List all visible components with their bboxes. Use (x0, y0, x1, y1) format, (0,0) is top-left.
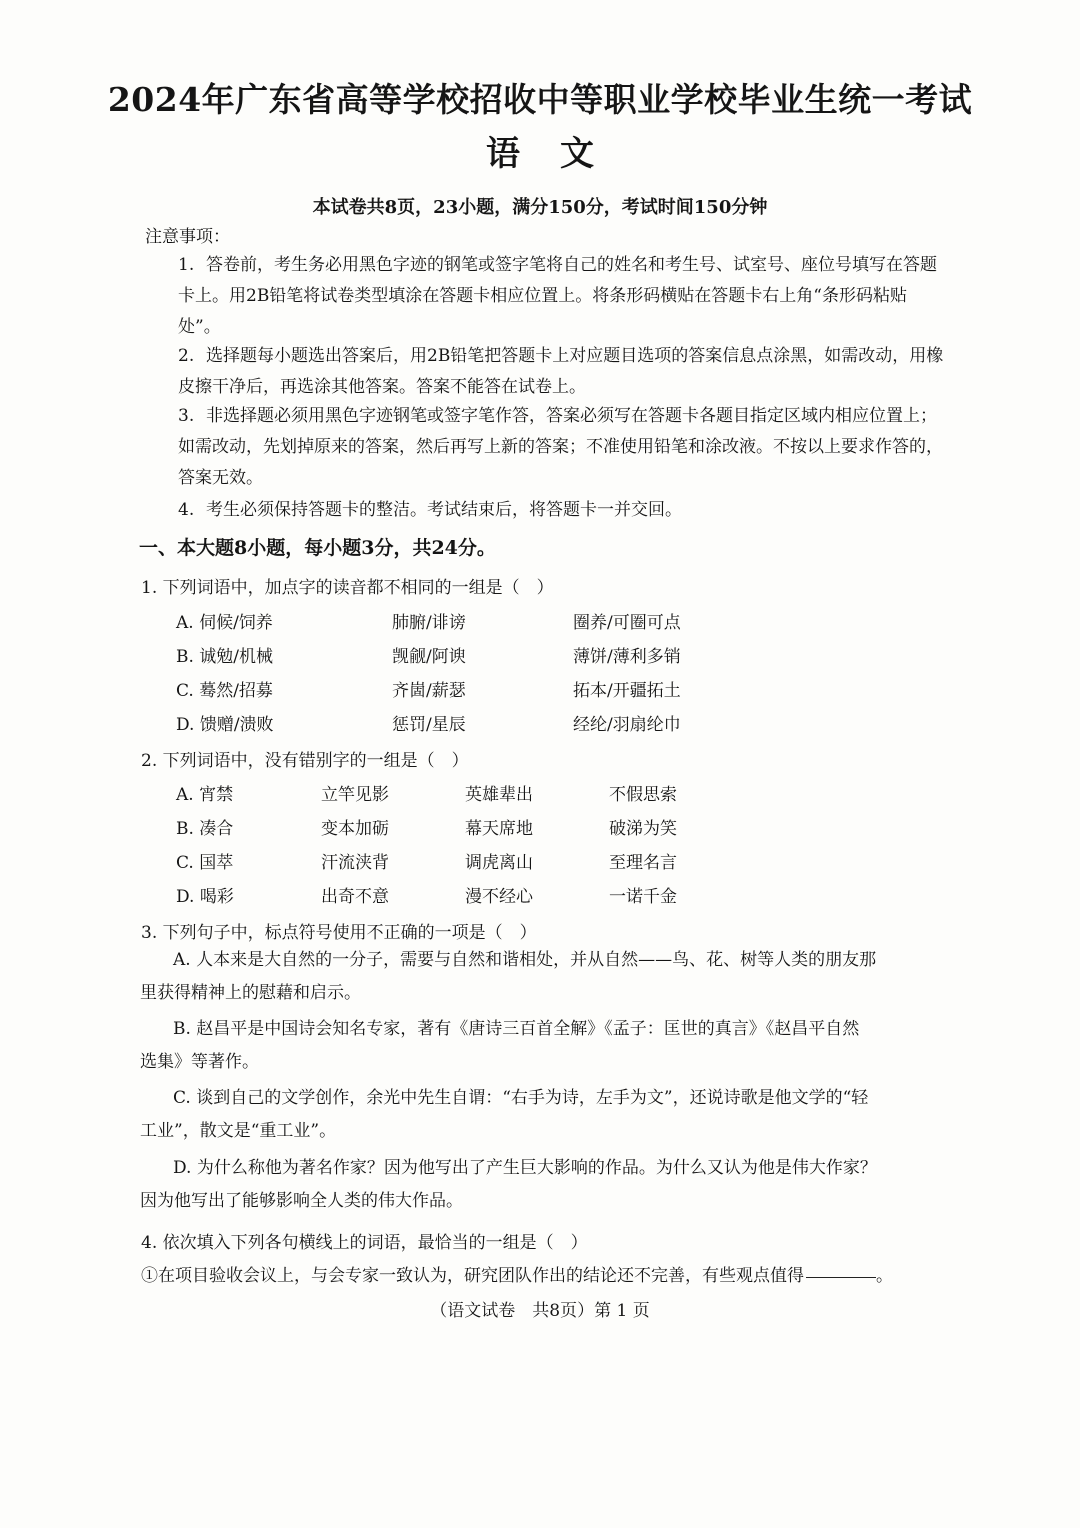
q2-option-a-3: 英雄辈出 (465, 785, 533, 805)
q1-option-d-3: 经纶/羽扇纶巾 (573, 715, 681, 735)
q1-option-d-1: D. 馈赠/溃败 (176, 715, 274, 735)
q2-option-c-3: 调虎离山 (465, 853, 533, 873)
q2-option-c-2: 汗流浃背 (321, 853, 389, 873)
notice-item-4: 4. 考生必须保持答题卡的整洁。考试结束后，将答题卡一并交回。 (178, 500, 682, 520)
q3-stem: 3. 下列句子中，标点符号使用不正确的一项是（ ） (141, 923, 537, 943)
q2-option-d-1: D. 喝彩 (176, 887, 234, 907)
section-heading: 一、本大题8小题，每小题3分，共24分。 (139, 537, 496, 559)
q2-option-d-3: 漫不经心 (465, 887, 533, 907)
notice-item-3: 3. 非选择题必须用黑色字迹钢笔或签字笔作答，答案必须写在答题卡各题目指定区域内相应位置上；如需改动，先划掉原来的答案，然后再写上新的答案；不准使用铅笔和涂改液。不按以上要求作答的，答案无效。 (178, 406, 943, 488)
notice-item-1: 1. 答卷前，考生务必用黑色字迹的钢笔或签字笔将自己的姓名和考生号、试室号、座位号填写在答题卡上。用2B铅笔将试卷类型填涂在答题卡相应位置上。将条形码横贴在答题卡右上角“条形码粘贴处”。 (178, 255, 937, 337)
q1-option-b-3: 薄饼/薄利多销 (573, 647, 681, 667)
subject-char-2: 文 (560, 134, 594, 174)
q1-option-c-1: C. 蓦然/招募 (176, 681, 273, 701)
q1-option-b-1: B. 诚勉/机械 (176, 647, 274, 667)
q2-option-d-2: 出奇不意 (321, 887, 389, 907)
q1-stem: 1. 下列词语中，加点字的读音都不相同的一组是（ ） (141, 578, 554, 598)
q1-option-c-3: 拓本/开疆拓土 (573, 681, 681, 701)
q2-option-b-1: B. 凑合 (176, 819, 234, 839)
notice-item-2: 2. 选择题每小题选出答案后，用2B铅笔把答题卡上对应题目选项的答案信息点涂黑，如需改动，用橡皮擦干净后，再选涂其他答案。答案不能答在试卷上。 (178, 346, 944, 397)
q1-option-c-2: 齐崮/薪瑟 (392, 681, 466, 701)
q3-option-b: B. 赵昌平是中国诗会知名专家，著有《唐诗三百首全解》《孟子：匡世的真言》《赵昌平自然 选集》等著作。 (140, 1019, 860, 1072)
subject-title (0, 126, 1080, 175)
q2-option-b-3: 幕天席地 (465, 819, 533, 839)
q2-option-b-4: 破涕为笑 (609, 819, 677, 839)
q4-sentence-1: ①在项目验收会议上，与会专家一致认为，研究团队作出的结论还不完善，有些观点值得 。 (141, 1266, 893, 1286)
q4-stem: 4. 依次填入下列各句横线上的词语，最恰当的一组是（ ） (141, 1233, 588, 1253)
q1-option-a-3: 圈养/可圈可点 (573, 613, 681, 633)
q3-option-c: C. 谈到自己的文学创作，余光中先生自谓：“右手为诗，左手为文”，还说诗歌是他文学的“轻 工业”，散文是“重工业”。 (140, 1088, 869, 1141)
q2-option-a-4: 不假思索 (609, 785, 677, 805)
exam-info: 本试卷共8页，23小题，满分150分，考试时间150分钟 (312, 197, 768, 218)
q3-option-d: D. 为什么称他为著名作家？因为他写出了产生巨大影响的作品。为什么又认为他是伟大作家？ 因为他写出了能够影响全人类的伟大作品。 (140, 1158, 877, 1211)
subject-char-1: 语 (486, 134, 520, 174)
q3-option-a: A. 人本来是大自然的一分子，需要与自然和谐相处，并从自然——鸟、花、树等人类的朋友那 里获得精神上的慰藉和启示。 (140, 950, 877, 1003)
exam-title: 2024年广东省高等学校招收中等职业学校毕业生统一考试 (107, 80, 973, 119)
q2-option-c-4: 至理名言 (609, 853, 677, 873)
notice-heading: 注意事项： (145, 227, 230, 247)
q1-option-d-2: 惩罚/星辰 (392, 715, 466, 735)
q2-option-d-4: 一诺千金 (609, 887, 677, 907)
q2-option-b-2: 变本加砺 (321, 819, 389, 839)
answer-blank (806, 1276, 876, 1278)
q2-option-a-2: 立竿见影 (321, 785, 389, 805)
q1-option-a-1: A. 伺候/饲养 (176, 613, 273, 633)
q1-option-b-2: 觊觎/阿谀 (392, 647, 466, 667)
q1-option-a-2: 肺腑/诽谤 (392, 613, 466, 633)
q2-option-a-1: A. 宵禁 (176, 785, 234, 805)
q2-stem: 2. 下列词语中，没有错别字的一组是（ ） (141, 751, 469, 771)
page-footer: （语文试卷 共8页）第 1 页 (430, 1301, 650, 1321)
q2-option-c-1: C. 国萃 (176, 853, 234, 873)
